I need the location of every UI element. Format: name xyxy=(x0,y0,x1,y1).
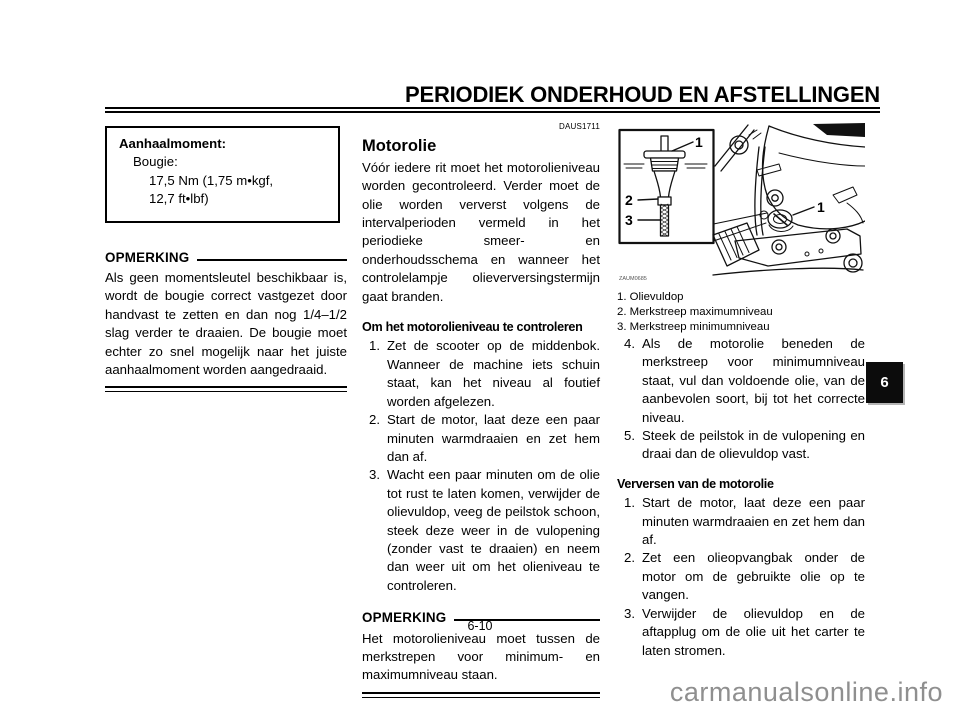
figure-code: ZAUM0685 xyxy=(619,276,647,282)
torque-box-title: Aanhaalmoment: xyxy=(119,136,226,151)
figure-callout-engine-1: 1 xyxy=(817,199,825,215)
figure-caption xyxy=(617,290,865,335)
figure-callout-1: 1 xyxy=(695,134,703,150)
list-item: 4. Als de motorolie beneden de merkstreep voor minimumniveau staat, vul dan voldoende olie, van de aanbevolen soort, bij tot het correcte niveau. xyxy=(624,336,865,425)
subheading-oil-change: Verversen van de motorolie xyxy=(617,476,774,491)
list-item: 3. Verwijder de olievuldop en de aftapplug om de olie uit het carter te laten stromen. xyxy=(624,605,865,658)
figure-caption-line: 1. Olievuldop xyxy=(617,291,684,303)
note-end-rule xyxy=(105,386,347,392)
note-end-rule xyxy=(362,692,600,698)
column-right xyxy=(617,123,865,660)
note-label: OPMERKING xyxy=(105,249,190,265)
watermark: carmanualsonline.info xyxy=(669,677,943,707)
column-middle xyxy=(362,118,600,698)
chapter-tab-6: 6 xyxy=(866,362,903,403)
figure-callout-3: 3 xyxy=(625,212,633,228)
torque-box-item: Bougie: xyxy=(133,154,178,170)
page-number: 6-10 xyxy=(467,619,493,633)
note-body: Het motorolieniveau moet tussen de merkstrepen voor minimum- en maximumniveau staan. xyxy=(362,630,600,683)
oil-check-steps xyxy=(362,337,600,595)
note-body: Als geen momentsleutel beschikbaar is, wordt de bougie correct vastgezet door handvast te zetten en dan nog 1/4–1/2 slag verder te draaien. De bougie moet echter zo snel mogelijk naar het juiste aanhaalmoment worden aangedraaid. xyxy=(105,270,347,378)
torque-value-line2: 12,7 ft•lbf) xyxy=(149,191,209,207)
list-item: 1. Zet de scooter op de middenbok. Wanneer de machine iets schuin staat, kan het niveau al foutief worden afgelezen. xyxy=(369,338,600,409)
list-item: 1. Start de motor, laat deze een paar minuten warmdraaien en zet hem dan af. xyxy=(624,495,865,548)
list-item: 5. Steek de peilstok in de vulopening en draai dan de olievuldop vast. xyxy=(624,428,865,462)
engine-line-drawing-icon xyxy=(617,123,865,285)
figure-caption-line: 2. Merkstreep maximumniveau xyxy=(617,306,773,318)
oil-change-steps xyxy=(617,494,865,660)
oil-dipstick-figure xyxy=(617,123,865,285)
torque-spec-box xyxy=(105,126,340,223)
torque-value-line1: 17,5 Nm (1,75 m•kgf, xyxy=(149,172,274,188)
note-block-spark-plug xyxy=(105,249,347,393)
oil-check-steps-continued xyxy=(617,335,865,464)
column-left xyxy=(105,126,347,392)
motorolie-intro-paragraph: Vóór iedere rit moet het motorolieniveau worden gecontroleerd. Verder moet de olie worden ververst volgens de intervalperioden vermeld in het periodieke smeer- en onderhoudsschema en wanneer het controlelampje olieverversingstermijn gaat branden. xyxy=(362,159,600,304)
list-item: 2. Zet een olieopvangbak onder de motor om de gebruikte olie op te vangen. xyxy=(624,550,865,603)
figure-caption-line: 3. Merkstreep minimumniveau xyxy=(617,321,770,333)
figure-callout-2: 2 xyxy=(625,192,633,208)
subheading-check-oil-level: Om het motorolieniveau te controleren xyxy=(362,320,583,335)
section-heading-motorolie: Motorolie xyxy=(362,137,437,156)
list-item: 3. Wacht een paar minuten om de olie tot rust te laten komen, verwijder de olievuldop, veeg de peilstok schoon, steek deze weer in de vulopening (zonder vast te draaien) en neem dan weer uit om het olieniveau te controleren. xyxy=(369,467,600,593)
list-item: 2. Start de motor, laat deze een paar minuten warmdraaien en zet hem dan af. xyxy=(369,412,600,464)
page-title: PERIODIEK ONDERHOUD EN AFSTELLINGEN xyxy=(405,82,880,107)
note-label: OPMERKING xyxy=(362,610,447,626)
note-head-rule xyxy=(197,259,347,261)
section-code: DAUS1711 xyxy=(558,122,600,131)
header-divider xyxy=(105,107,880,113)
